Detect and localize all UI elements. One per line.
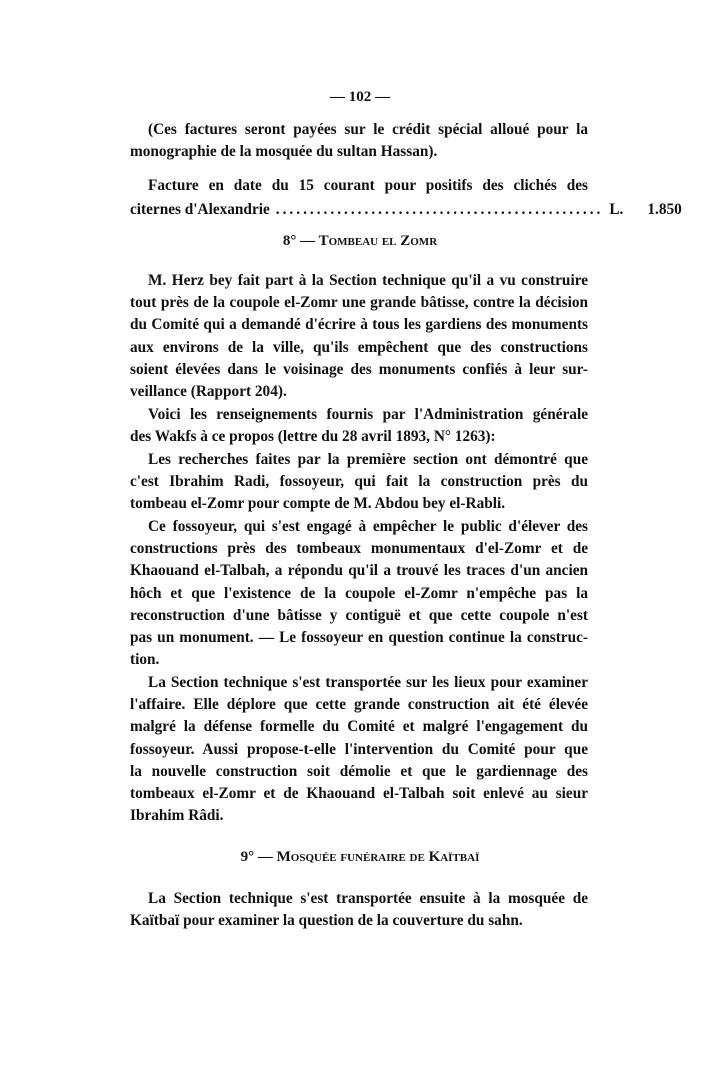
text-line: tombeaux el-Zomr et de Khaouand el-Talbah soit enlevé au sieur — [130, 785, 588, 802]
text-line: pas un monument. — Le fossoyeur en question continue la construc- — [130, 629, 588, 646]
section-9-heading: 9° — Mosquée funéraire de Kaïtbaï — [240, 849, 480, 865]
text-line: la nouvelle construction soit démolie et que le gardiennage des — [130, 762, 588, 780]
text-line: du Comité qui a demandé d'écrire à tous les gardiens des monuments — [130, 316, 588, 334]
text-line: (Ces factures seront payées sur le crédit spécial alloué pour la — [148, 121, 588, 138]
text-line: malgré la défense formelle du Comité et malgré l'engagement du — [130, 718, 588, 736]
text-line: monographie de la mosquée du sultan Hassan). — [130, 143, 438, 160]
text-line: constructions près des tombeaux monumentaux d'el-Zomr et de — [130, 540, 588, 558]
text-line: Khaouand el-Talbah, a répondu qu'il a trouvé les traces d'un ancien — [130, 562, 588, 580]
text-line: soient élevées dans le voisinage des monuments confiés à leur sur- — [130, 360, 588, 378]
section-8-heading: 8° — Tombeau el Zomr — [282, 233, 438, 249]
text-line: M. Herz bey fait part à la Section technique qu'il a vu construire — [148, 272, 588, 289]
invoice-line: Facture en date du 15 courant pour positifs des clichés des — [148, 177, 588, 194]
text-line: Ce fossoyeur, qui s'est engagé à empêcher le public d'élever des — [148, 518, 588, 535]
text-line: l'affaire. Elle déplore que cette grande construction ait été élevée — [130, 696, 588, 714]
text-line: hôch et que l'existence de la coupole el-Zomr n'empêche pas la — [130, 584, 588, 602]
invoice-total-line — [130, 201, 682, 219]
text-line: aux environs de la ville, qu'ils empêchent que des constructions — [130, 338, 588, 356]
text-line: des Wakfs à ce propos (lettre du 28 avril 1893, N° 1263): — [130, 428, 496, 446]
invoice-amount: 1.850 — [647, 201, 682, 218]
dot-leader: ................................................ — [275, 201, 604, 218]
text-line: reconstruction d'une bâtisse y contiguë et que cette coupole n'est — [130, 606, 588, 624]
invoice-label: citernes d'Alexandrie — [130, 201, 270, 218]
text-line: tout près de la coupole el-Zomr une grande bâtisse, contre la décision — [130, 294, 588, 312]
text-line: Kaïtbaï pour examiner la question de la couverture du sahn. — [130, 912, 523, 930]
text-line: Les recherches faites par la première section ont démontré que — [148, 451, 588, 468]
page-number: — 102 — — [330, 89, 390, 105]
text-line: La Section technique s'est transportée sur les lieux pour examiner — [148, 674, 588, 691]
text-line: tombeau el-Zomr pour compte de M. Abdou bey el-Rabli. — [130, 495, 506, 513]
text-line: La Section technique s'est transportée ensuite à la mosquée de — [148, 890, 588, 907]
text-line: veillance (Rapport 204). — [130, 383, 287, 400]
text-line: Voici les renseignements fournis par l'Administration générale — [148, 406, 588, 423]
invoice-currency: L. — [609, 201, 624, 218]
text-line: fossoyeur. Aussi propose-t-elle l'intervention du Comité pour que — [130, 740, 588, 758]
text-line: tion. — [130, 651, 160, 669]
text-line: c'est Ibrahim Radi, fossoyeur, qui fait la construction près du — [130, 473, 588, 491]
text-line: Ibrahim Râdi. — [130, 807, 224, 825]
